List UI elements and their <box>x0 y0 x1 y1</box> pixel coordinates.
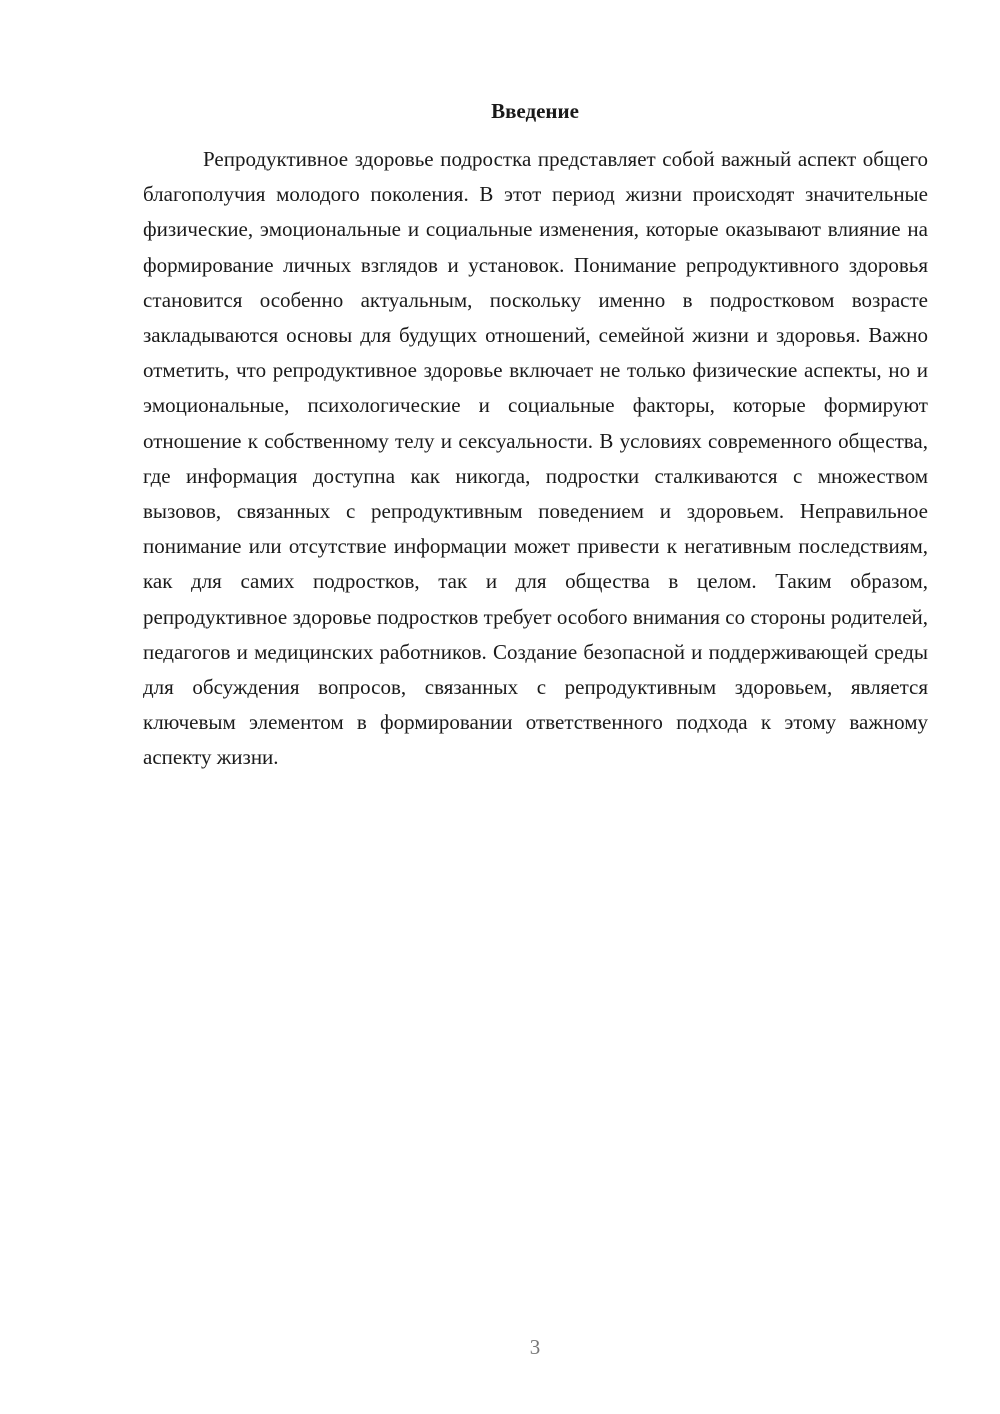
section-heading: Введение <box>491 99 579 123</box>
body-paragraph: Репродуктивное здоровье подростка представляет собой важный аспект общего благополучия молодого поколения. В этот период жизни происходят значительные физические, эмоциональные и социальные изменения, которые оказывают влияние на формирование личных взглядов и установок. Понимание репродуктивного здоровья становится особенно актуальным, поскольку именно в подростковом возрасте закладываются основы для будущих отношений, семейной жизни и здоровья. Важно отметить, что репродуктивное здоровье включает не только физические аспекты, но и эмоциональные, психологические и социальные факторы, которые формируют отношение к собственному телу и сексуальности. В условиях современного общества, где информация доступна как никогда, подростки сталкиваются с множеством вызовов, связанных с репродуктивным поведением и здоровьем. Неправильное понимание или отсутствие информации может привести к негативным последствиям, как для самих подростков, так и для общества в целом. Таким образом, репродуктивное здоровье подростков требует особого внимания со стороны родителей, педагогов и медицинских работников. Создание безопасной и поддерживающей среды для обсуждения вопросов, связанных с репродуктивным здоровьем, является ключевым элементом в формировании ответственного подхода к этому важному аспекту жизни. <box>143 147 928 770</box>
page-number: 3 <box>529 1335 541 1359</box>
